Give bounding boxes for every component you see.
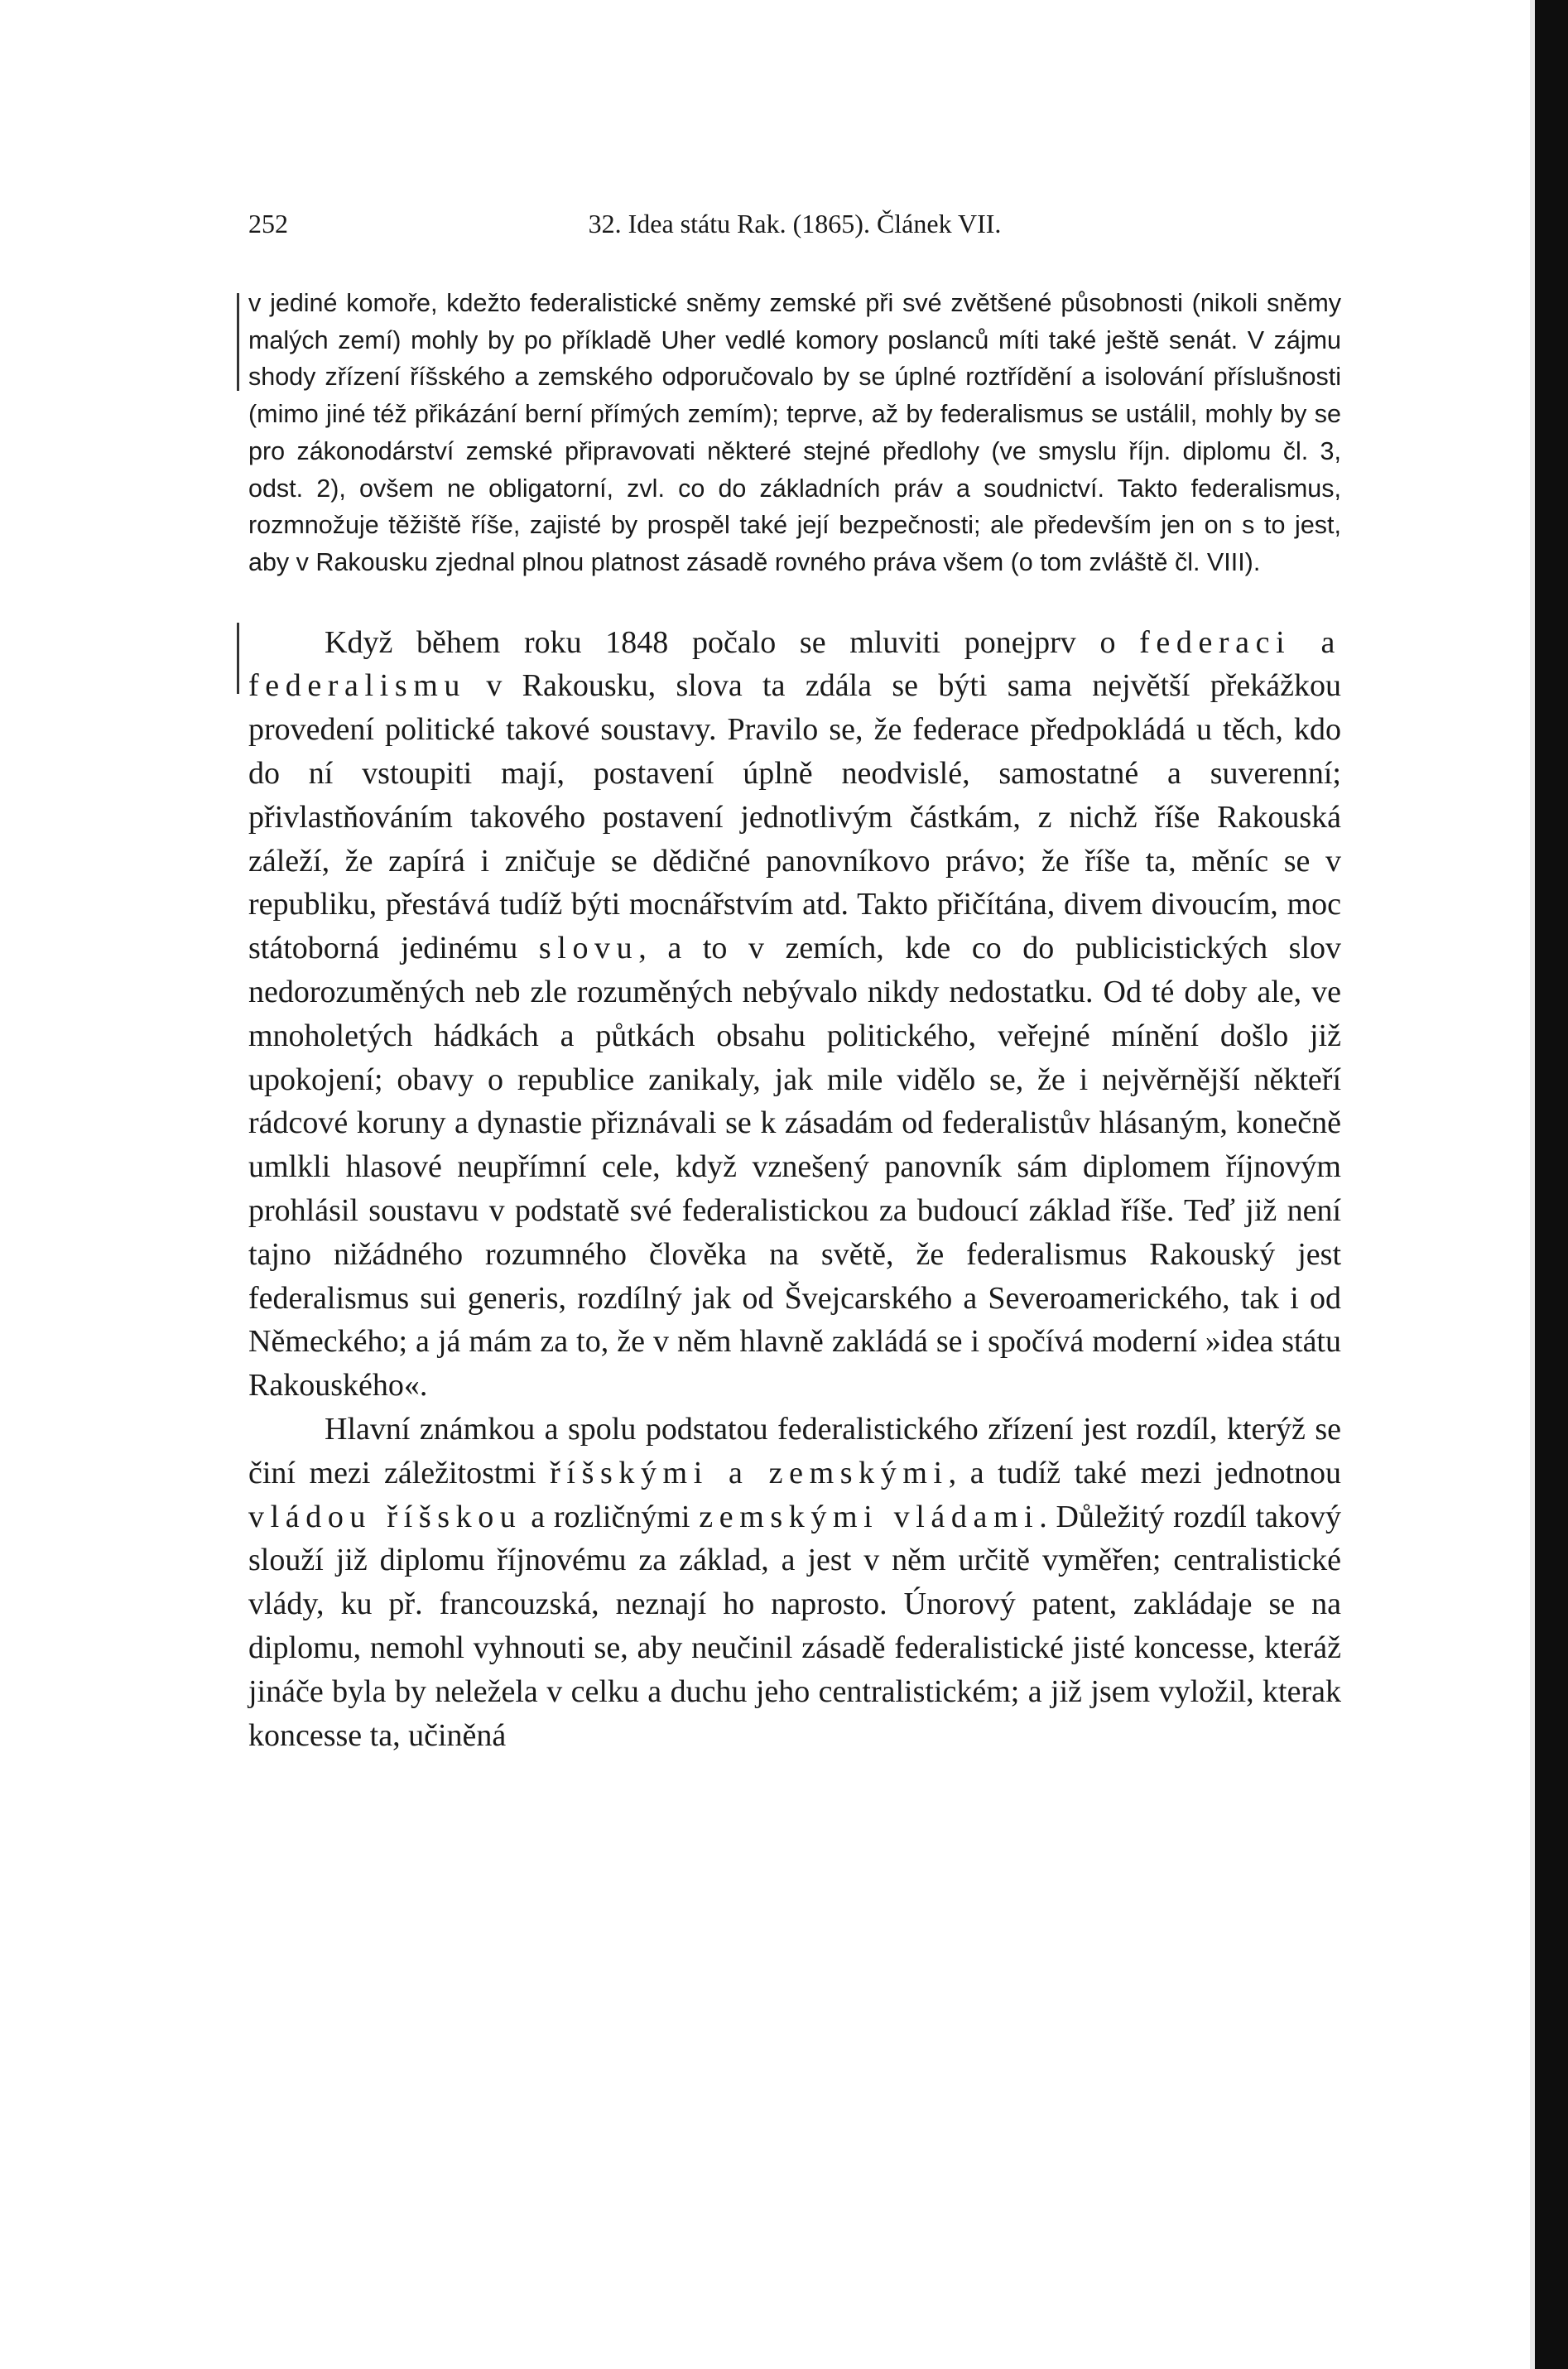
running-head: 32. Idea státu Rak. (1865). Článek VII. [588,209,1002,238]
paragraph-text: a rozličnými [531,1499,690,1534]
margin-mark [237,623,239,694]
book-page [248,199,1341,1757]
spaced-emphasis: vládou říšskou [248,1499,522,1534]
page-number: 252 [248,209,288,238]
spaced-emphasis: federaci a federalismu [248,624,1341,704]
paragraph-text: , a tudíž také mezi jednotnou [948,1455,1341,1490]
paragraph-text: Když během roku 1848 počalo se mluviti ponejprv o [325,624,1116,660]
paragraph [248,621,1341,1408]
paragraph-text: . Důležitý rozdíl takový slouží již diplomu říjnovému za základ, a jest v něm určitě vyměřen; centralistické vlády, ku př. francouzská, neznají ho naprosto. Únorový patent, zakládaje se na diplomu, nemohl vyhnouti se, aby neučinil zásadě federalistické jisté koncesse, kteráž jináče byla by neležela v celku a duchu jeho centralistickém; a již jsem vyložil, kterak koncesse ta, učiněná [248,1499,1342,1753]
paragraph-text: Hlavní známkou a spolu podstatou federalistického zřízení jest rozdíl, kterýž se činí mezi záležitostmi [248,1411,1341,1490]
scan-edge-border [1535,0,1568,2369]
footnote-text: v jediné komoře, kdežto federalistické sněmy zemské při své zvětšené působnosti (nikoli sněmy malých zemí) mohly by po příkladě Uher vedlé komory poslanců míti také ještě senát. V zájmu shody zřízení říšského a zemského odporučovalo by se úplné roztřídění a isolování příslušnosti (mimo jiné též přikázání berní přímých zemím); teprve, až by federalismus se ustálil, mohly by se pro zákonodárství zemské připravovati některé stejné předlohy (ve smyslu říjn. diplomu čl. 3, odst. 2), ovšem ne obligatorní, zvl. co do základních práv a soudnictví. Takto federalismus, rozmnožuje těžiště říše, zajisté by prospěl také její bezpečnosti; ale především jen on s to jest, aby v Rakousku zjednal plnou platnost zásadě rovného práva všem (o tom zvláště čl. VIII). [248,289,1341,576]
footnote-continuation [248,285,1341,581]
spaced-emphasis: zemskými vládami [699,1499,1040,1534]
paragraph [248,1408,1341,1757]
paragraph-text: , a to v zemích, kde co do publicistických slov nedorozuměných neb zle rozuměných nebývalo nikdy nedostatku. Od té doby ale, ve mnoholetých hádkách a půtkách obsahu politického, veřejné mínění došlo již upokojení; obavy o republice zanikaly, jak mile vidělo se, že i nejvěrnější někteří rádcové koruny a dynastie přiznávali se k zásadám od federalistův hlásaným, konečně umlkli hlasové neupřímní cele, když vznešený panovník sám diplomem říjnovým prohlásil soustavu v podstatě své federalistickou za budoucí základ říše. Teď již není tajno nižádného rozumného člověka na světě, že federalismus Rakouský jest federalismus sui generis, rozdílný jak od Švejcarského a Severoamerického, tak i od Německého; a já mám za to, že v něm hlavně zakládá se i spočívá moderní »idea státu Rakouského«. [248,931,1342,1404]
main-text [248,621,1341,1758]
paragraph-text: v Rakousku, slova ta zdála se býti sama největší překážkou provedení politické takové soustavy. Pravilo se, že federace předpokládá u těch, kdo do ní vstoupiti mají, postavení úplně neodvislé, samostatné a suverenní; přivlastňováním takového postavení jednotlivým částkám, z nichž říše Rakouská záleží, že zapírá i zničuje se dědičné panovníkovo právo; že říše ta, měníc se v republiku, přestává tudíž býti mocnářstvím atd. Takto přičítána, divem divoucím, moc státoborná jedinému [248,668,1341,966]
margin-mark [237,293,239,391]
spaced-emphasis: říšskými a zemskými [550,1455,949,1490]
spaced-emphasis: slovu [538,931,639,966]
page-header [248,199,1341,248]
